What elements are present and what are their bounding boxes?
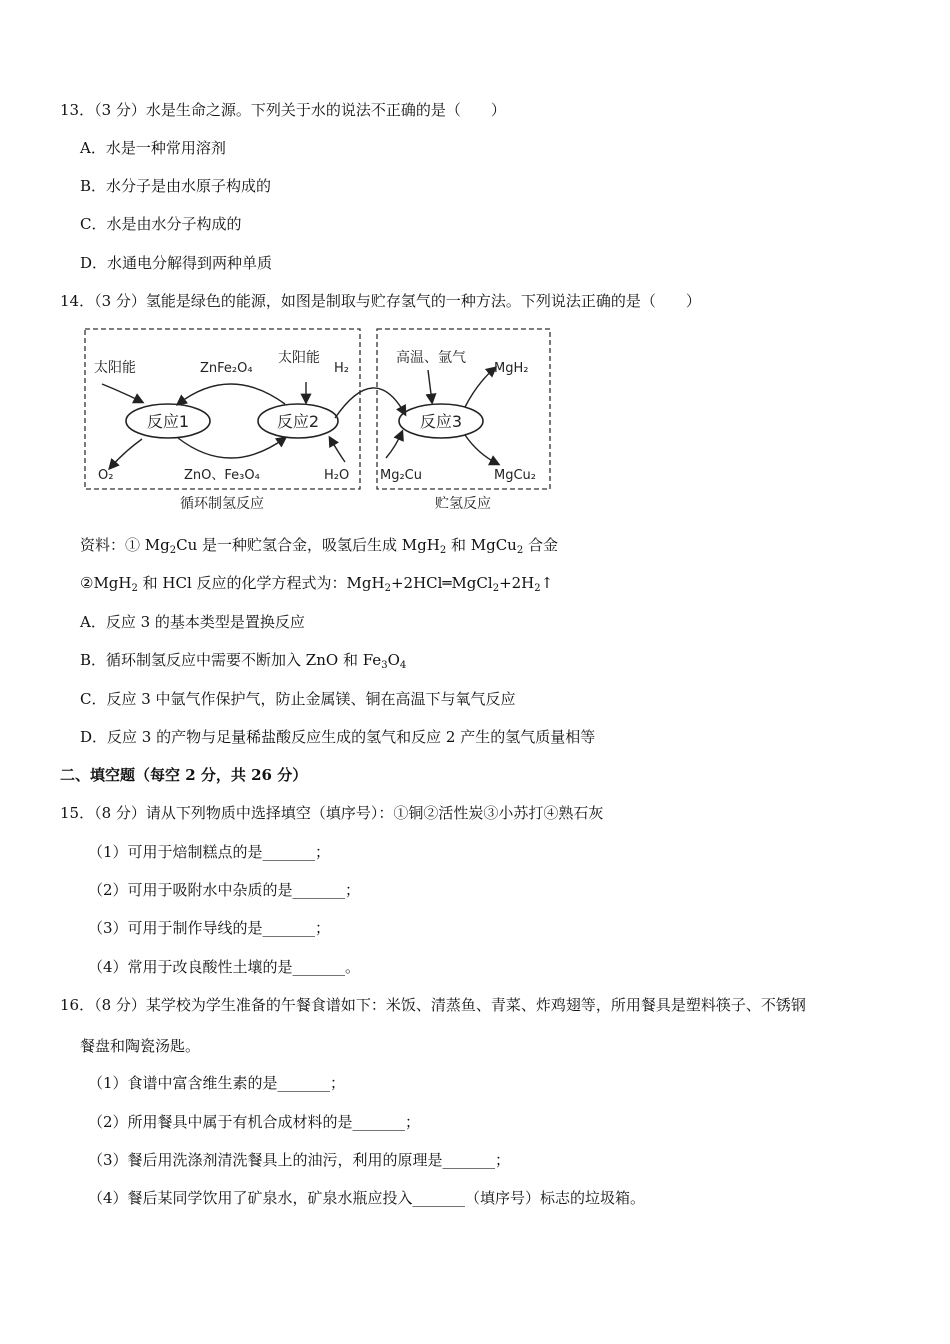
- q13-option-a: A．水是一种常用溶剂: [80, 139, 226, 157]
- mgh2-label: MgH₂: [494, 361, 529, 376]
- arrow-solar1: [102, 384, 142, 402]
- q15-item-3: （3）可用于制作导线的是_______；: [88, 919, 331, 937]
- reaction1-label: 反应1: [146, 412, 190, 431]
- q16-stem: 16．（8 分）某学校为学生准备的午餐食谱如下：米饭、清蒸鱼、青菜、炸鸡翅等，所用餐具是塑料筷子、不锈钢: [60, 996, 806, 1014]
- q16-stem-cont: 餐盘和陶瓷汤匙。: [80, 1037, 201, 1055]
- arc-h2-to-r3: [335, 388, 405, 418]
- q14-info-2: ②MgH$_2$ 和 HCl 反应的化学方程式为：$MgH_2+2HCl═MgCl_2+2H_2↑$: [80, 574, 554, 594]
- znfe2o4-label: ZnFe₂O₄: [200, 361, 253, 376]
- q13-stem: 13．（3 分）水是生命之源。下列关于水的说法不正确的是（ ）: [60, 101, 506, 119]
- q13-option-b: B．水分子是由水原子构成的: [80, 177, 272, 195]
- arrow-o2: [110, 439, 142, 468]
- cycle-caption: 循环制氢反应: [180, 496, 264, 512]
- arrow-mgh2: [465, 368, 495, 407]
- storage-caption: 贮氢反应: [435, 496, 491, 512]
- arrow-argon: [428, 370, 432, 402]
- q16-item-1: （1）食谱中富含维生素的是_______；: [88, 1074, 346, 1092]
- q15-item-4: （4）常用于改良酸性土壤的是_______。: [88, 958, 361, 976]
- q16-item-2: （2）所用餐具中属于有机合成材料的是_______；: [88, 1113, 421, 1131]
- mg2cu-label: Mg₂Cu: [380, 468, 422, 483]
- q14-option-d: D．反应 3 的产物与足量稀盐酸反应生成的氢气和反应 2 产生的氢气质量相等: [80, 728, 596, 746]
- arrow-h2o: [330, 438, 345, 462]
- arc-r1-to-r2: [178, 438, 285, 458]
- q14-option-c: C．反应 3 中氩气作保护气，防止金属镁、铜在高温下与氧气反应: [80, 690, 516, 708]
- q14-info-1: 资料：① $Mg_2Cu$ 是一种贮氢合金，吸氢后生成 MgH$_2$ 和 MgCu$_2$ 合金: [80, 536, 558, 556]
- reaction2-label: 反应2: [276, 412, 320, 431]
- hydrogen-production-diagram: [80, 322, 555, 518]
- solar2-label: 太阳能: [278, 350, 320, 366]
- mgcu2-label: MgCu₂: [494, 468, 536, 483]
- section-fill-in-title: 二、填空题（每空 2 分，共 26 分）: [60, 766, 308, 784]
- arrow-mgcu2: [465, 435, 498, 464]
- q16-item-4: （4）餐后某同学饮用了矿泉水，矿泉水瓶应投入_______（填序号）标志的垃圾箱。: [88, 1189, 646, 1207]
- q14-option-b: B．循环制氢反应中需要不断加入 ZnO 和 $Fe_3O_4$: [80, 651, 407, 671]
- q14-stem: 14．（3 分）氢能是绿色的能源，如图是制取与贮存氢气的一种方法。下列说法正确的是（ ）: [60, 292, 701, 310]
- o2-label: O₂: [98, 468, 114, 483]
- q13-option-c: C．水是由水分子构成的: [80, 215, 242, 233]
- q15-item-2: （2）可用于吸附水中杂质的是_______；: [88, 881, 361, 899]
- h2-label: H₂: [334, 361, 349, 376]
- q14-option-a: A．反应 3 的基本类型是置换反应: [80, 613, 305, 631]
- arc-r2-to-r1: [178, 384, 285, 404]
- q13-option-d: D．水通电分解得到两种单质: [80, 254, 273, 272]
- solar1-label: 太阳能: [94, 360, 136, 376]
- q15-stem: 15．（8 分）请从下列物质中选择填空（填序号）：①铜②活性炭③小苏打④熟石灰: [60, 804, 604, 822]
- high-temp-argon-label: 高温、氩气: [396, 350, 466, 366]
- reaction3-label: 反应3: [419, 412, 463, 431]
- h2o-label: H₂O: [324, 468, 350, 483]
- arrow-mg2cu: [386, 432, 402, 458]
- zno-fe3o4-label: ZnO、Fe₃O₄: [184, 468, 260, 483]
- q16-item-3: （3）餐后用洗涤剂清洗餐具上的油污，利用的原理是_______；: [88, 1151, 511, 1169]
- q15-item-1: （1）可用于焙制糕点的是_______；: [88, 843, 331, 861]
